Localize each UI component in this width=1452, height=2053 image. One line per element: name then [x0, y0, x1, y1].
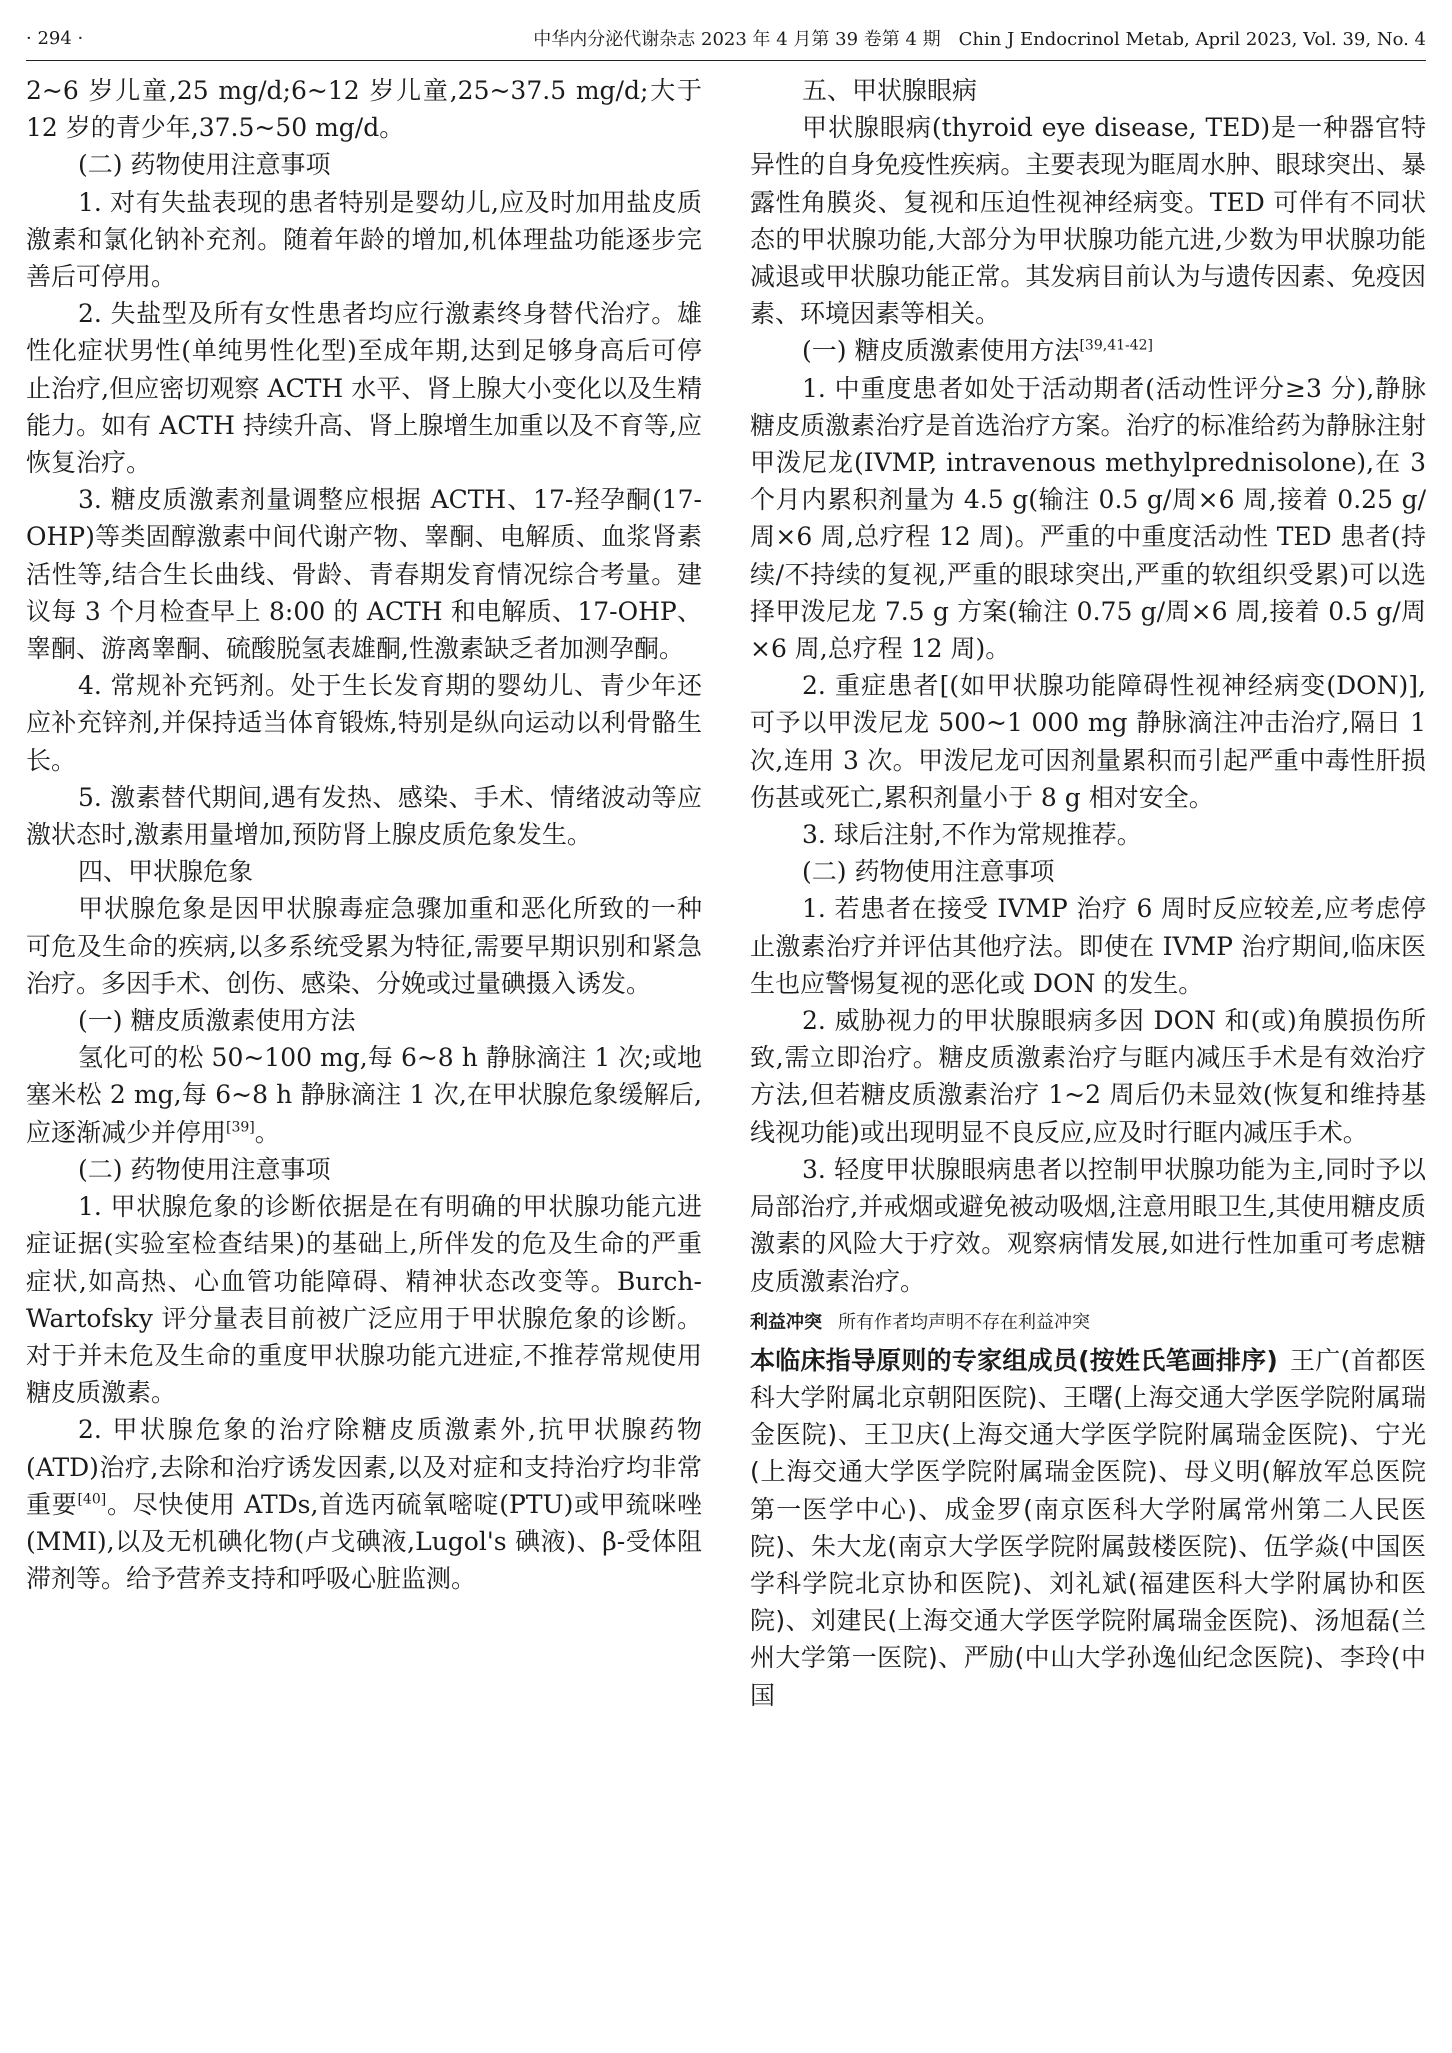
- paragraph: 甲状腺危象是因甲状腺毒症急骤加重和恶化所致的一种可危及生命的疾病,以多系统受累为特征,需要早期识别和紧急治疗。多因手术、创伤、感染、分娩或过量碘摄入诱发。: [26, 894, 702, 998]
- paragraph: 2. 威胁视力的甲状腺眼病多因 DON 和(或)角膜损伤所致,需立即治疗。糖皮质激素治疗与眶内减压手术是有效治疗方法,但若糖皮质激素治疗 1~2 周后仍未显效(恢复和维持基线视功能)或出现明显不良反应,应及时行眶内减压手术。: [750, 1006, 1426, 1147]
- section-heading: [750, 332, 1426, 369]
- expert-panel: [750, 1342, 1426, 1714]
- expert-panel-list: 王广(首都医科大学附属北京朝阳医院)、王曙(上海交通大学医学院附属瑞金医院)、王卫庆(上海交通大学医学院附属瑞金医院)、宁光(上海交通大学医学院附属瑞金医院)、母义明(解放军总医院第一医学中心)、成金罗(南京医科大学附属常州第二人民医院)、朱大龙(南京大学医学院附属鼓楼医院)、伍学焱(中国医学科学院北京协和医院)、刘礼斌(福建医科大学附属协和医院)、刘建民(上海交通大学医学院附属瑞金医院)、汤旭磊(兰州大学第一医院)、严励(中山大学孙逸仙纪念医院)、李玲(中国: [750, 1345, 1426, 1710]
- section-heading: 四、甲状腺危象: [78, 857, 254, 887]
- paragraph-text: 2. 甲状腺危象的治疗除糖皮质激素外,抗甲状腺药物(ATD)治疗,去除和治疗诱发因素,以及对症和支持治疗均非常重要: [26, 1415, 702, 1519]
- paragraph: 1. 甲状腺危象的诊断依据是在有明确的甲状腺功能亢进症证据(实验室检查结果)的基础上,所伴发的危及生命的严重症状,如高热、心血管功能障碍、精神状态改变等。Burch-Wartofsky 评分量表目前被广泛应用于甲状腺危象的诊断。对于并未危及生命的重度甲状腺功能亢进症,不推荐常规使用糖皮质激素。: [26, 1192, 702, 1408]
- paragraph-text: 。尽快使用 ATDs,首选丙硫氧嘧啶(PTU)或甲巯咪唑(MMI),以及无机碘化物(卢戈碘液,Lugol's 碘液)、β-受体阻滞剂等。给予营养支持和呼吸心脏监测。: [26, 1489, 702, 1594]
- section-heading: (一) 糖皮质激素使用方法: [78, 1006, 356, 1036]
- running-header: [26, 24, 1426, 52]
- paragraph-text: 。: [254, 1117, 280, 1147]
- left-column: [26, 72, 702, 1714]
- conflict-of-interest: [750, 1308, 1426, 1334]
- paragraph: 1. 中重度患者如处于活动期者(活动性评分≥3 分),静脉糖皮质激素治疗是首选治疗方案。治疗的标准给药为静脉注射甲泼尼龙(IVMP, intravenous methylprednisolone),在 3 个月内累积剂量为 4.5 g(输注 0.5 g/周×6 周,接着 0.25 g/周×6 周,总疗程 12 周)。严重的中重度活动性 TED 患者(持续/不持续的复视,严重的眼球突出,严重的软组织受累)可以选择甲泼尼龙 7.5 g 方案(输注 0.75 g/周×6 周,接着 0.5 g/周×6 周,总疗程 12 周)。: [750, 373, 1426, 664]
- section-heading: (二) 药物使用注意事项: [78, 1154, 331, 1184]
- section-heading: (二) 药物使用注意事项: [78, 150, 331, 180]
- citation-ref: [39,41-42]: [1079, 338, 1154, 355]
- paragraph: 4. 常规补充钙剂。处于生长发育期的婴幼儿、青少年还应补充锌剂,并保持适当体育锻炼,特别是纵向运动以利骨骼生长。: [26, 671, 702, 775]
- expert-panel-heading: 本临床指导原则的专家组成员(按姓氏笔画排序): [750, 1345, 1278, 1375]
- paragraph: [26, 1411, 702, 1597]
- paragraph: 2. 重症患者[(如甲状腺功能障碍性视神经病变(DON)],可予以甲泼尼龙 500~1 000 mg 静脉滴注冲击治疗,隔日 1 次,连用 3 次。甲泼尼龙可因剂量累积而引起严重中毒性肝损伤甚或死亡,累积剂量小于 8 g 相对安全。: [750, 671, 1426, 812]
- citation-ref: [39]: [226, 1119, 255, 1136]
- coi-text: 所有作者均声明不存在利益冲突: [838, 1311, 1090, 1333]
- two-column-body: [26, 72, 1426, 1714]
- paragraph: 3. 轻度甲状腺眼病患者以控制甲状腺功能为主,同时予以局部治疗,并戒烟或避免被动吸烟,注意用眼卫生,其使用糖皮质激素的风险大于疗效。观察病情发展,如进行性加重可考虑糖皮质激素治疗。: [750, 1154, 1426, 1296]
- paragraph: [26, 1039, 702, 1151]
- paragraph: 3. 球后注射,不作为常规推荐。: [802, 820, 1142, 850]
- coi-heading: 利益冲突: [750, 1311, 822, 1333]
- citation-ref: [40]: [77, 1491, 107, 1508]
- section-heading: 五、甲状腺眼病: [802, 76, 978, 105]
- journal-citation: 中华内分泌代谢杂志 2023 年 4 月第 39 卷第 4 期 Chin J Endocrinol Metab, April 2023, Vol. 39, No. 4: [533, 29, 1426, 50]
- right-column: [750, 72, 1426, 1714]
- paragraph: 1. 对有失盐表现的患者特别是婴幼儿,应及时加用盐皮质激素和氯化钠补充剂。随着年龄的增加,机体理盐功能逐步完善后可停用。: [26, 187, 702, 292]
- paragraph-text: 氢化可的松 50~100 mg,每 6~8 h 静脉滴注 1 次;或地塞米松 2 mg,每 6~8 h 静脉滴注 1 次,在甲状腺危象缓解后,应逐渐减少并停用: [26, 1043, 702, 1147]
- paragraph: 1. 若患者在接受 IVMP 治疗 6 周时反应较差,应考虑停止激素治疗并评估其他疗法。即使在 IVMP 治疗期间,临床医生也应警惕复视的恶化或 DON 的发生。: [750, 894, 1426, 998]
- header-rule: [26, 60, 1426, 61]
- heading-text: (一) 糖皮质激素使用方法: [802, 336, 1080, 366]
- paragraph: 甲状腺眼病(thyroid eye disease, TED)是一种器官特异性的自身免疫性疾病。主要表现为眶周水肿、眼球突出、暴露性角膜炎、复视和压迫性视神经病变。TED 可伴有不同状态的甲状腺功能,大部分为甲状腺功能亢进,少数为甲状腺功能减退或甲状腺功能正常。其发病目前认为与遗传因素、免疫因素、环境因素等相关。: [750, 113, 1426, 329]
- page-number: · 294 ·: [26, 27, 84, 49]
- paragraph: 5. 激素替代期间,遇有发热、感染、手术、情绪波动等应激状态时,激素用量增加,预防肾上腺皮质危象发生。: [26, 782, 702, 850]
- section-heading: (二) 药物使用注意事项: [802, 857, 1055, 887]
- paragraph: 2~6 岁儿童,25 mg/d;6~12 岁儿童,25~37.5 mg/d;大于 12 岁的青少年,37.5~50 mg/d。: [26, 76, 702, 143]
- paragraph: 3. 糖皮质激素剂量调整应根据 ACTH、17-羟孕酮(17-OHP)等类固醇激素中间代谢产物、睾酮、电解质、血浆肾素活性等,结合生长曲线、骨龄、青春期发育情况综合考量。建议每 3 个月检查早上 8:00 的 ACTH 和电解质、17-OHP、睾酮、游离睾酮、硫酸脱氢表雄酮,性激素缺乏者加测孕酮。: [26, 485, 702, 664]
- paragraph: 2. 失盐型及所有女性患者均应行激素终身替代治疗。雄性化症状男性(单纯男性化型)至成年期,达到足够身高后可停止治疗,但应密切观察 ACTH 水平、肾上腺大小变化以及生精能力。如有 ACTH 持续升高、肾上腺增生加重以及不育等,应恢复治疗。: [26, 299, 702, 478]
